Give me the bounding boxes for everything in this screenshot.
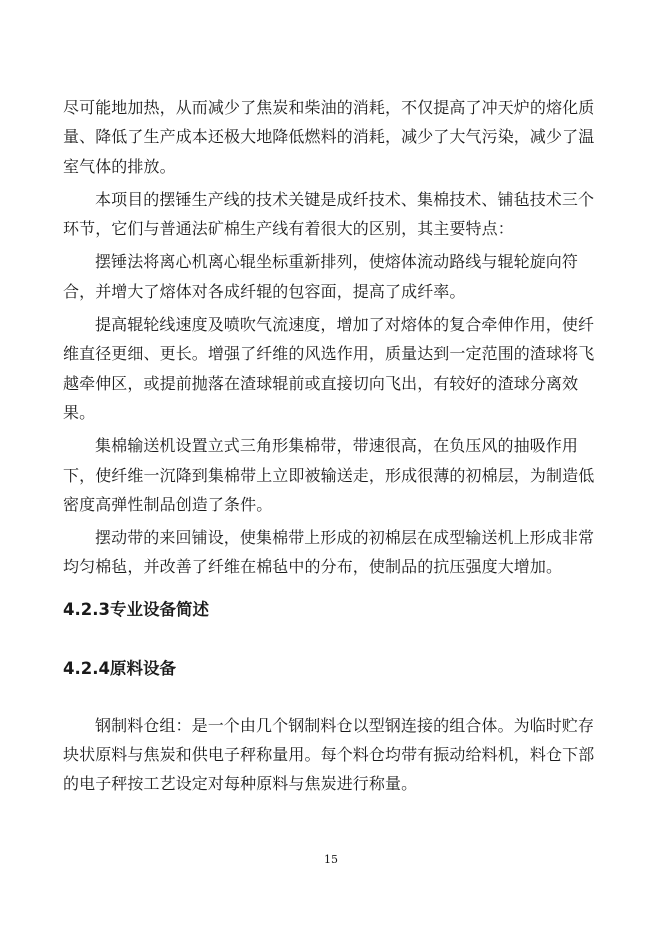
section-number: 4.2.4 <box>63 658 110 678</box>
paragraph-roller-speed: 提高辊轮线速度及喷吹气流速度，增加了对熔体的复合牵伸作用，使纤维直径更细、更长。增强了纤维的风选作用，质量达到一定范围的渣球将飞越牵伸区，或提前抛落在渣球辊前或直接切向飞出，有较好的渣球分离效果。 <box>63 315 595 422</box>
section-number: 4.2.3 <box>63 599 110 619</box>
page-content <box>63 93 603 799</box>
section-title: 原料设备 <box>109 658 176 678</box>
section-heading-4-2-3 <box>63 598 603 622</box>
paragraph-steel-silo: 钢制料仓组：是一个由几个钢制料仓以型钢连接的组合体。为临时贮存块状原料与焦炭和供电子秤称量用。每个料仓均带有振动给料机，料仓下部的电子秤按工艺设定对每种原料与焦炭进行称量。 <box>63 715 595 794</box>
section-heading-4-2-4 <box>63 657 603 681</box>
section-title: 专业设备简述 <box>109 599 209 619</box>
paragraph-pendulum-method: 摆锤法将离心机离心辊坐标重新排列，使熔体流动路线与辊轮旋向符合，并增大了熔体对各成纤辊的包容面，提高了成纤率。 <box>63 252 579 301</box>
page-number: 15 <box>324 853 338 866</box>
paragraph-tech-key: 本项目的摆锤生产线的技术关键是成纤技术、集棉技术、铺毡技术三个环节，它们与普通法矿棉生产线有着很大的区别，其主要特点： <box>63 189 595 239</box>
paragraph-continuation: 尽可能地加热，从而减少了焦炭和柴油的消耗，不仅提高了冲天炉的熔化质量、降低了生产成本还极大地降低燃料的消耗，减少了大气污染，减少了温室气体的排放。 <box>63 98 595 176</box>
paragraph-swing-belt: 摆动带的来回铺设，使集棉带上形成的初棉层在成型输送机上形成非常均匀棉毡，并改善了纤维在棉毡中的分布，使制品的抗压强度大增加。 <box>63 528 595 577</box>
paragraph-collector-conveyor: 集棉输送机设置立式三角形集棉带，带速很高，在负压风的抽吸作用下，使纤维一沉降到集棉带上立即被输送走，形成很薄的初棉层，为制造低密度高弹性制品创造了条件。 <box>63 436 595 514</box>
